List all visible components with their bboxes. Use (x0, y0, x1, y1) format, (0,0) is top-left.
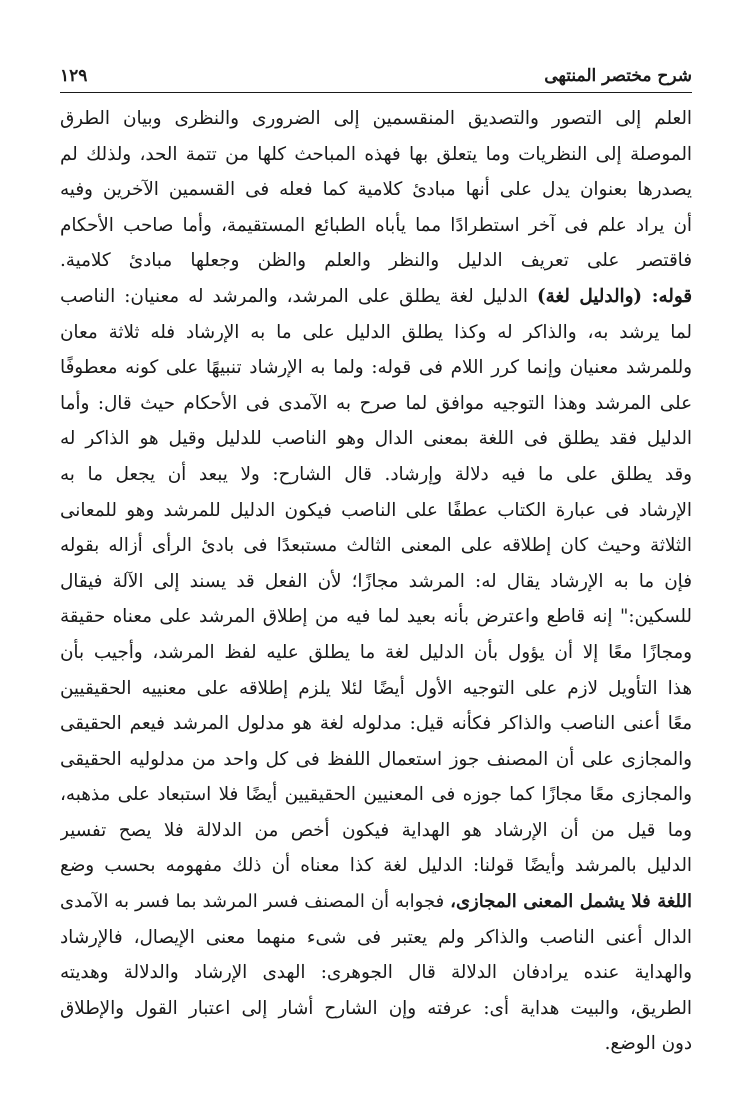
line-text: الطريق، والبيت هداية أى: عرفته وإن الشارح أشار إلى اعتبار القول والإطلاق (60, 997, 692, 1019)
running-header (60, 58, 692, 86)
line-text: الدليل فقد يطلق فى اللغة بمعنى الدال وهو الناصب للدليل وقيل هو الذاكر له (60, 428, 692, 450)
text-line (60, 493, 692, 529)
line-text: هذا التأويل لازم على التوجيه الأول أيضًا لئلا يلزم إطلاقه على معنييه الحقيقيين (60, 677, 692, 699)
line-text: فإن ما به الإرشاد يقال له: المرشد مجازًا؛ لأن الفعل قد يسند إلى الآلة فيقال (60, 570, 692, 592)
line-text: الموصلة إلى النظريات وما يتعلق بها فهذه المباحث كلها من تتمة الحد، ولذلك لم (60, 143, 692, 165)
line-text: الدليل لغة يطلق على المرشد، والمرشد له معنيان: الناصب (60, 285, 537, 307)
line-text: العلم إلى التصور والتصديق المنقسمين إلى الضرورى والنظرى وبيان الطرق (60, 108, 692, 129)
line-text: فاقتصر على تعريف الدليل والنظر والعلم والظن وجعلها مبادئ كلامية. (60, 250, 692, 272)
header-rule (60, 92, 692, 93)
text-line (60, 386, 692, 422)
text-line (60, 279, 692, 315)
document-page (60, 58, 692, 1079)
line-text: معًا أعنى الناصب والذاكر فكأنه قيل: مدلوله لغة هو مدلول المرشد فيعم الحقيقى (60, 713, 692, 735)
page-number: ١٢٩ (60, 66, 88, 86)
text-line (60, 599, 692, 635)
text-line (60, 777, 692, 813)
text-line (60, 920, 692, 956)
text-line (60, 315, 692, 351)
line-text: وما قيل من أن الإرشاد هو الهداية فيكون أخص من الدلالة فلا يصح تفسير (60, 819, 692, 841)
line-text: والمجازى على أن المصنف جوز استعمال اللفظ فى كل واحد من مدلوليه الحقيقى (60, 748, 692, 770)
text-line (60, 243, 692, 279)
line-text: الدال أعنى الناصب والذاكر ولم يعتبر فى شىء منهما معنى الإيصال، فالإرشاد (60, 926, 692, 948)
text-line (60, 991, 692, 1027)
line-text: وللمرشد معنيان وإنما كرر اللام فى قوله: ولما به الإرشاد تنبيهًا على كونه معطوفًا (60, 357, 692, 379)
text-line (60, 671, 692, 707)
running-title: شرح مختصر المنتهى (544, 66, 692, 86)
text-line (60, 350, 692, 386)
text-line (60, 848, 692, 884)
text-line (60, 101, 692, 137)
text-line (60, 208, 692, 244)
bold-lead: قوله: (والدليل لغة) (536, 285, 692, 307)
text-line (60, 172, 692, 208)
line-text: يصدرها بعنوان يدل على أنها مبادئ كلامية كما فعله فى القسمين الآخرين وفيه (60, 179, 692, 201)
line-text: للسكين:" إنه قاطع واعترض بأنه بعيد لما فيه من إطلاق المرشد على معناه حقيقة (60, 606, 692, 628)
text-line (60, 457, 692, 493)
line-text: لما يرشد به، والذاكر له وكذا يطلق الدليل على ما به الإرشاد فله ثلاثة معان (60, 321, 692, 343)
text-line (60, 884, 692, 920)
text-line (60, 528, 692, 564)
text-line (60, 813, 692, 849)
line-text: ومجازًا معًا إلا أن يؤول بأن الدليل لغة ما يطلق عليه لفظ المرشد، وأجيب بأن (60, 641, 692, 663)
line-text: دون الوضع. (604, 1033, 692, 1055)
line-text: وقد يطلق على ما فيه دلالة وإرشاد. قال الشارح: ولا يبعد أن يجعل ما به (60, 463, 692, 485)
line-text: الدليل بالمرشد وأيضًا قولنا: الدليل لغة كذا معناه أن ذلك مفهومه بحسب وضع (60, 855, 692, 877)
line-text: والمجازى معًا مجازًا كما جوزه فى المعنيين الحقيقيين أيضًا فلا استبعاد على مذهبه، (60, 784, 692, 806)
text-line (60, 137, 692, 173)
line-text: والهداية عنده يرادفان الدلالة قال الجوهرى: الهدى الإرشاد والدلالة وهديته (60, 962, 692, 984)
line-text: الثلاثة وحيث كان إطلاقه على المعنى الثالث مستبعدًا فى بادئ الرأى أزاله بقوله (60, 535, 692, 557)
line-text: على المرشد وهذا التوجيه موافق لما صرح به الآمدى فى الأحكام حيث قال: وأما (60, 392, 692, 414)
line-text: أن يراد علم فى آخر استطرادًا مما يأباه الطبائع المستقيمة، وأما صاحب الأحكام (60, 214, 692, 236)
text-line (60, 564, 692, 600)
body-text (60, 101, 692, 1062)
text-line (60, 1026, 692, 1062)
text-line (60, 706, 692, 742)
line-text: الإرشاد فى عبارة الكتاب عطفًا على الناصب فيكون الدليل للمرشد وهو للمعانى (60, 499, 692, 521)
text-line (60, 421, 692, 457)
text-line (60, 742, 692, 778)
text-line (60, 635, 692, 671)
bold-lead: اللغة فلا يشمل المعنى المجازى، (450, 891, 692, 913)
text-line (60, 955, 692, 991)
line-text: فجوابه أن المصنف فسر المرشد بما فسر به الآمدى (60, 891, 451, 913)
